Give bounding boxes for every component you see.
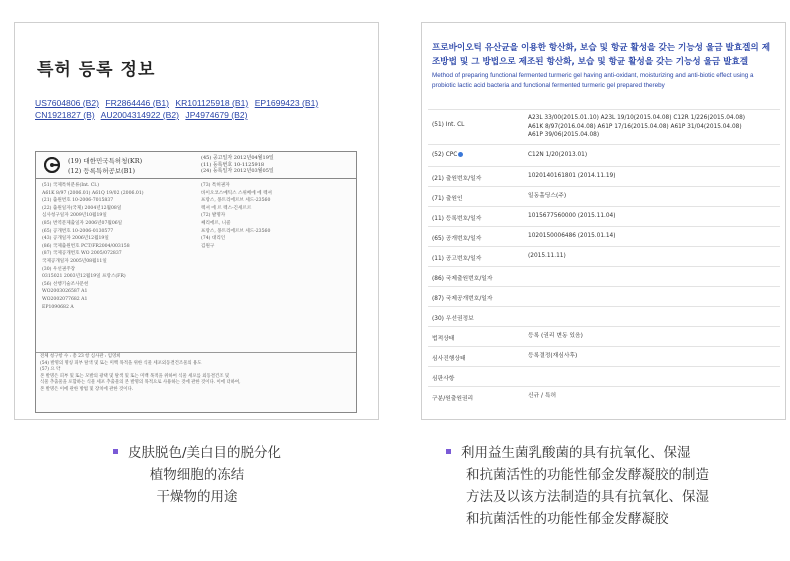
gazette-line: A61K 8/97 (2006.01) A61Q 19/02 (2006.01) — [42, 190, 144, 196]
table-row — [428, 186, 780, 206]
row-value: 1020150006486 (2015.01.14) — [528, 233, 616, 239]
ipc-line: A23L 33/00(2015.01.10) A23L 19/10(2015.04.08) C12R 1/226(2015.04.08) — [528, 115, 746, 121]
row-label: (65) 공개번호/일자 — [432, 236, 482, 242]
caption-text: 利用益生菌乳酸菌的具有抗氧化、保湿 — [461, 445, 691, 461]
caption-line: 干燥物的用途 — [156, 489, 238, 505]
ipc-line: A61K 8/97(2016.04.08) A61P 17/16(2015.04.08) A61P 31/04(2015.04.08) — [528, 123, 742, 130]
divider — [36, 352, 356, 353]
patent-gazette-scan — [35, 151, 357, 413]
table-row — [428, 306, 780, 326]
gazette-line: (86) 국제출원번호 PCT/FR2004/003158 — [42, 243, 130, 249]
patent-info-table — [428, 109, 780, 406]
table-row — [428, 144, 780, 166]
gazette-line: 바이오코스메틱스 스위베에 에 렉셔 — [201, 190, 272, 196]
bullet-icon — [446, 449, 451, 454]
row-label: (11) 등록번호/일자 — [432, 216, 482, 222]
caption-line: 和抗菌活性的功能性郁金发酵凝胶 — [466, 511, 669, 527]
gazette-line: 0315021 2003년12월19일 프랑스(FR) — [42, 274, 126, 280]
gazette-abstract — [40, 354, 350, 394]
patent-link-ep[interactable]: EP1699423 (B1) — [254, 98, 319, 108]
patent-title-korean: 프로바이오틱 유산균을 이용한 항산화, 보습 및 항균 활성을 갖는 기능성 울금 발효겔의 제조방법 및 그 방법으로 제조된 항산화, 보습 및 항균 활성을 갖는 기능성 울금 발효겔 — [432, 43, 771, 67]
row-label: 구분/원출원권리 — [432, 396, 474, 402]
bullet-icon — [113, 449, 118, 454]
row-label: 법적상태 — [432, 336, 455, 342]
row-label: (86) 국제출원번호/일자 — [432, 276, 493, 282]
caption-text: 皮肤脱色/美白目的脱分化 — [127, 445, 282, 461]
patent-link-kr[interactable]: KR101125918 (B1) — [175, 98, 249, 108]
table-row — [428, 226, 780, 246]
gazette-dates — [201, 155, 274, 175]
gazette-line: (54) 발명의 명칭 피부 탈색 및 또는 미백 목적을 위한 식물 세포외동결건조물의 용도 — [40, 360, 202, 366]
row-label: (51) Int. CL — [432, 122, 465, 128]
patent-link-jp[interactable]: JP4974679 (B2) — [185, 110, 248, 120]
gazette-line: 전체 청구항 수 : 총 23 항 심사관 : 임영희 — [40, 354, 121, 359]
gazette-line: EP1090682 A — [42, 304, 74, 310]
row-value: 등록결정(재심사후) — [528, 353, 578, 359]
row-label: (30) 우선권정보 — [432, 316, 474, 322]
table-row — [428, 346, 780, 366]
gazette-line: 국제공개일자 2005년08월11일 — [42, 258, 107, 264]
row-label: (11) 공고번호/일자 — [432, 256, 482, 262]
caption-line: 和抗菌活性的功能性郁金发酵凝胶的制造 — [466, 467, 709, 483]
info-icon[interactable] — [458, 152, 463, 157]
table-row — [428, 266, 780, 286]
table-row — [428, 386, 780, 406]
patent-link-us[interactable]: US7604806 (B2) — [35, 98, 100, 108]
table-row — [428, 326, 780, 346]
ipc-line: A61P 39/06(2015.04.08) — [528, 132, 600, 138]
gazette-line: 렉셔 에 르 렉스-긴세르르 — [201, 205, 252, 211]
gazette-parties — [201, 182, 272, 250]
table-row — [428, 166, 780, 186]
gazette-line: (74) 대리인 — [201, 236, 226, 242]
gazette-type: (12) 등록특허공보(B1) — [68, 167, 136, 175]
caption-line: 方法及以该方法制造的具有抗氧化、保湿 — [466, 489, 709, 505]
row-value: 일동홀딩스(주) — [528, 193, 567, 199]
gazette-line: (57) 요 약 — [40, 367, 61, 373]
caption-line — [72, 442, 322, 464]
row-value: 등록 (권리 변동 있음) — [528, 333, 583, 339]
gazette-line: 식물 추출물을 포함하는 식물 세포 추출물의 본 발명의 목적으로 사용하는 것에 관한 것이다. 이에 더하여, — [40, 380, 241, 386]
row-value: C12N 1/20(2013.01) — [528, 152, 588, 158]
table-row — [428, 206, 780, 226]
patent-link-cn[interactable]: CN1921827 (B) — [35, 110, 95, 120]
row-label-text: (52) CPC — [432, 152, 458, 158]
row-value: (2015.11.11) — [528, 253, 566, 259]
gazette-line: (51) 국제특허분류(Int. Cl.) — [42, 183, 100, 188]
gazette-line: 김원구 — [201, 243, 215, 249]
caption-left — [72, 442, 322, 508]
row-value: 신규 / 특허 — [528, 393, 557, 399]
caption-line — [446, 442, 786, 464]
gazette-line: (22) 출원일자(국제) 2004년12월08일 — [42, 205, 122, 211]
row-label: (87) 국제공개번호/일자 — [432, 296, 493, 302]
gazette-line: (65) 공개번호 10-2006-0130577 — [42, 228, 114, 234]
table-row — [428, 109, 780, 144]
gazette-line: 본 발명은 이에 관한 방법 및 장치에 관한 것이다. — [40, 386, 134, 392]
gazette-line: (30) 우선권주장 — [42, 266, 76, 272]
gazette-line: 쎄리에르, 니콜 — [201, 220, 231, 226]
gazette-date-line: (11) 등록번호 10-1125918 — [201, 161, 265, 168]
row-value: 1015677560000 (2015.11.04) — [528, 213, 616, 219]
caption-line: 植物细胞的冻结 — [149, 467, 245, 483]
row-value — [528, 114, 745, 140]
gazette-line: (56) 선행기술조사문헌 — [42, 281, 89, 287]
gazette-line: 프랑스, 몽트리에르브 세드-23560 — [201, 198, 271, 204]
patent-detail-panel — [421, 22, 786, 420]
gazette-line: (72) 발명자 — [201, 213, 226, 219]
gazette-line: 프랑스, 몽트리에르브 세드-23560 — [201, 228, 271, 234]
gazette-date-line: (45) 공고일자 2012년04월19일 — [201, 155, 274, 161]
gazette-line: (73) 특허권자 — [201, 183, 230, 188]
kipo-logo-icon — [44, 157, 60, 173]
row-label: (71) 출원인 — [432, 196, 463, 202]
row-value: 1020140161801 (2014.11.19) — [528, 173, 616, 179]
table-row — [428, 366, 780, 386]
gazette-line: (21) 출원번호 10-2006-7015837 — [42, 198, 114, 204]
page-title: 특허 등록 정보 — [37, 60, 156, 80]
patent-registration-panel — [14, 22, 379, 420]
patent-link-fr[interactable]: FR2864446 (B1) — [105, 98, 169, 108]
gazette-bibliography — [42, 182, 144, 311]
gazette-date-line: (24) 등록일자 2012년03월05일 — [201, 168, 274, 174]
patent-link-au[interactable]: AU2004314922 (B2) — [100, 110, 179, 120]
gazette-office: (19) 대한민국특허청(KR) — [68, 157, 143, 165]
row-label: 심판사항 — [432, 376, 455, 382]
table-row — [428, 246, 780, 266]
row-label: 심사진행상태 — [432, 356, 466, 362]
patent-title-english: Method of preparing functional fermented turmeric gel having anti-oxidant, moisturizing and anti-biotic effect using a probiotic lactic acid bacteria and functional fermented turmeric gel prepared thereby — [432, 72, 754, 89]
gazette-line: (43) 공개일자 2006년12월19일 — [42, 236, 109, 242]
gazette-line: WO2003026587 A1 — [42, 289, 88, 295]
gazette-line: (85) 번역문제출일자 2006년07월06일 — [42, 220, 123, 226]
gazette-line: 본 발명은 피부 및 또는 모발의 광택 및 탈색 및 또는 미백 목적을 위하여 식물 세포를 외동결건조 및 — [40, 373, 230, 379]
caption-right — [446, 442, 786, 530]
table-row — [428, 286, 780, 306]
gazette-header — [36, 152, 356, 179]
row-label — [432, 152, 463, 158]
patent-link-list — [35, 97, 365, 121]
gazette-line: 심사청구일자 2009년10월19일 — [42, 213, 107, 219]
row-label: (21) 출원번호/일자 — [432, 176, 482, 182]
gazette-line: WO2002077682 A1 — [42, 296, 88, 302]
gazette-line: (87) 국제공개번호 WO 2005/072837 — [42, 251, 122, 257]
